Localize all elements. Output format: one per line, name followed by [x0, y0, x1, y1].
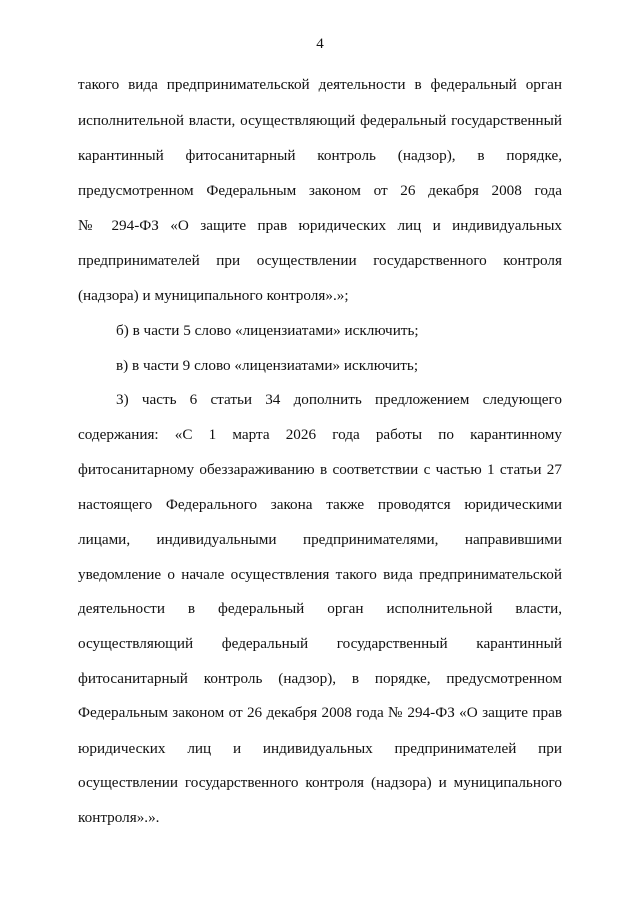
text-line: предусмотренном Федеральным законом от 26 декабря 2008 года: [78, 182, 562, 199]
text-line: 3) часть 6 статьи 34 дополнить предложением следующего: [116, 391, 562, 408]
text-line: карантинный фитосанитарный контроль (надзор), в порядке,: [78, 147, 562, 164]
text-line: контроля».».: [78, 809, 160, 826]
text-line: Федеральным законом от 26 декабря 2008 года № 294-ФЗ «О защите прав: [78, 704, 562, 721]
text-line: в) в части 9 слово «лицензиатами» исключить;: [116, 357, 419, 374]
text-line: предпринимателей при осуществлении государственного контроля: [78, 252, 562, 269]
text-line: осуществляющий федеральный государственный карантинный: [78, 635, 562, 652]
page-number: 4: [316, 36, 324, 52]
text-line: фитосанитарному обеззараживанию в соответствии с частью 1 статьи 27: [78, 461, 562, 478]
text-line: исполнительной власти, осуществляющий федеральный государственный: [78, 112, 562, 129]
text-line: настоящего Федерального закона также проводятся юридическими: [78, 496, 562, 513]
text-line: осуществлении государственного контроля (надзора) и муниципального: [78, 774, 562, 791]
text-line: такого вида предпринимательской деятельности в федеральный орган: [78, 76, 562, 93]
text-line: фитосанитарный контроль (надзор), в порядке, предусмотренном: [78, 670, 562, 687]
text-line: лицами, индивидуальными предпринимателями, направившими: [78, 531, 562, 548]
text-line: юридических лиц и индивидуальных предпринимателей при: [78, 740, 562, 757]
text-line: деятельности в федеральный орган исполнительной власти,: [78, 600, 562, 617]
text-line: (надзора) и муниципального контроля».»;: [78, 287, 349, 304]
text-line: содержания: «С 1 марта 2026 года работы по карантинному: [78, 426, 562, 443]
text-line: б) в части 5 слово «лицензиатами» исключить;: [116, 322, 419, 339]
text-line: № 294-ФЗ «О защите прав юридических лиц и индивидуальных: [78, 217, 562, 234]
text-line: уведомление о начале осуществления такого вида предпринимательской: [78, 566, 562, 583]
